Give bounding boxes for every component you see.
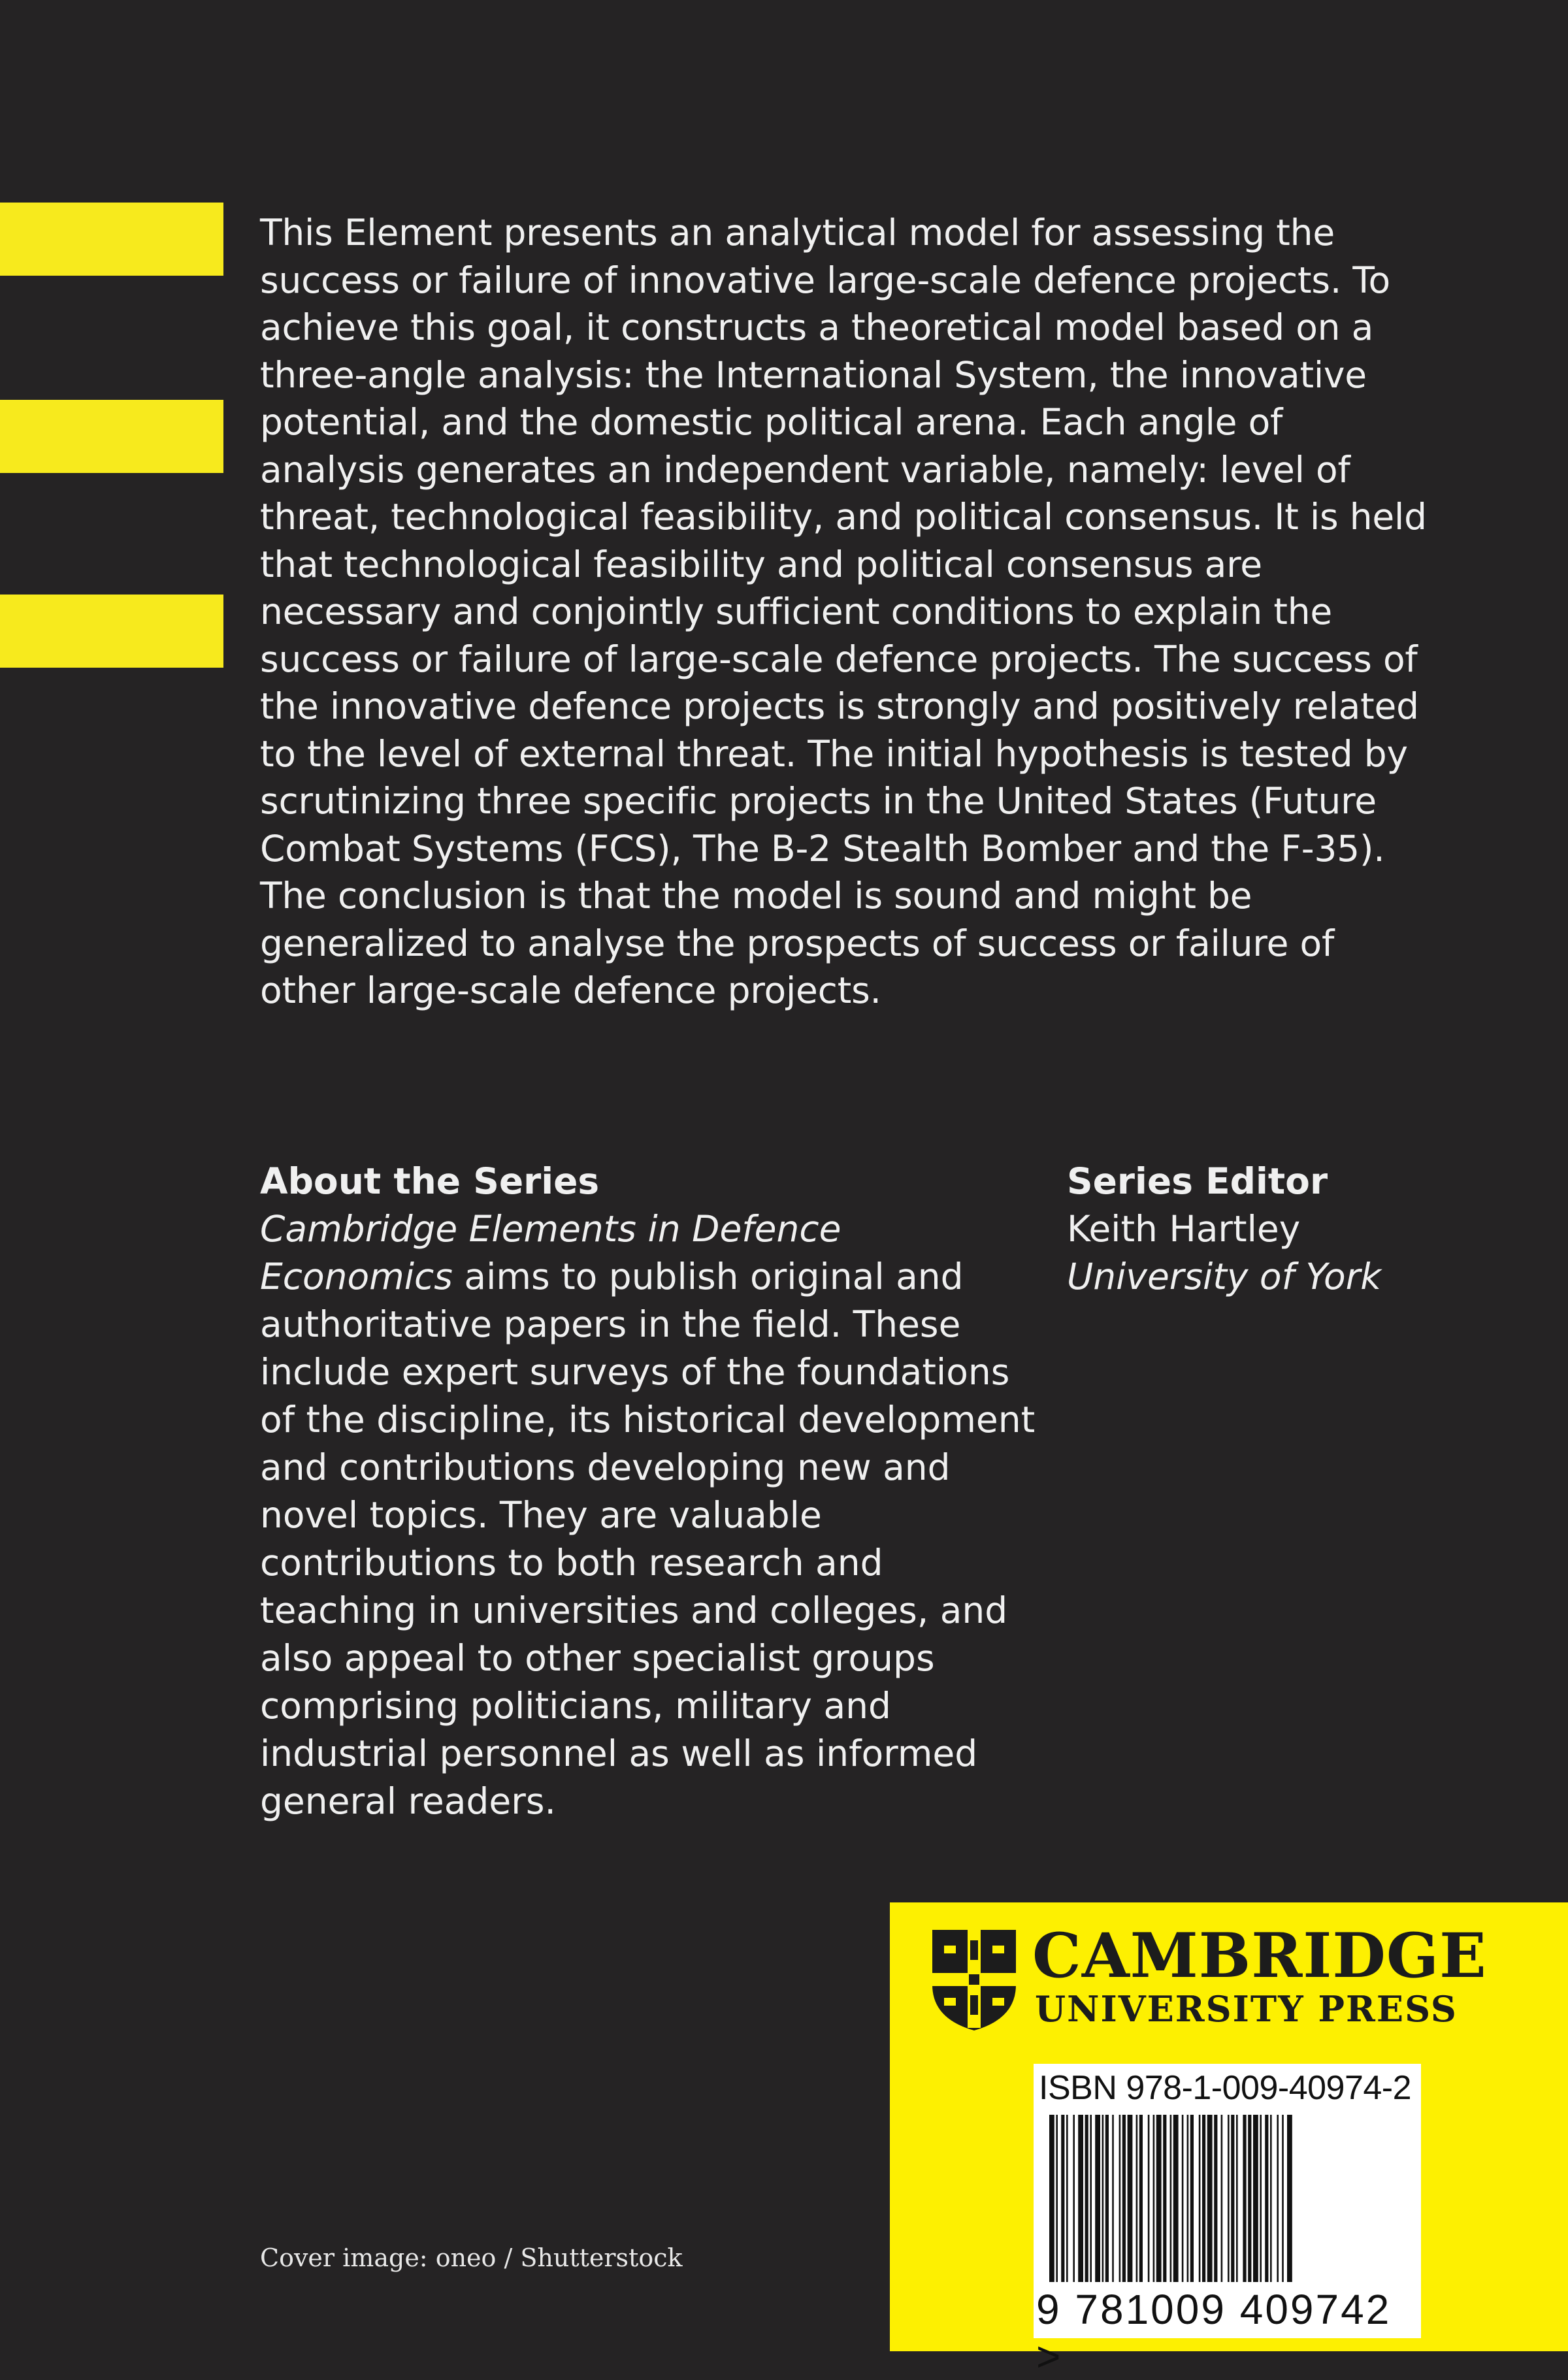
isbn-barcode-box [1034,2064,1421,2380]
accent-bar-3 [0,595,223,668]
series-editor-section [1067,1158,1524,1301]
series-editor-affiliation: University of York [1067,1256,1382,1297]
series-editor-name: Keith Hartley [1067,1208,1301,1250]
isbn-digits: 9 781009 409742 > [1036,2286,1392,2380]
isbn-label: ISBN 978-1-009-40974-2 [1039,2069,1412,2107]
cambridge-crest-icon [930,1927,1019,2033]
series-editor-heading: Series Editor [1067,1160,1328,1202]
about-series-section [260,1158,1044,1825]
accent-bar-1 [0,203,223,276]
publisher-name: CAMBRIDGE [1032,1920,1487,1992]
accent-bar-2 [0,400,223,473]
series-title: Cambridge Elements in Defence Economics [260,1208,841,1297]
publisher-subline: UNIVERSITY PRESS [1035,1988,1458,2030]
about-series-body: aims to publish original and authoritative papers in the field. These include expert surveys of the foundations of the discipline, its historical development and contributions developing new and novel topics. They are valuable contributions to both research and teaching in universities and colleges, and also appeal to other specialist groups comprising politicians, military and industrial personnel as well as informed general readers. [260,1256,1036,1822]
about-series-heading: About the Series [260,1160,600,1202]
barcode-icon [1034,2111,1421,2286]
back-cover-blurb: This Element presents an analytical model for assessing the success or failure of innovative large-scale defence projects. To achieve this goal, it constructs a theoretical model based on a three-angle analysis: the International System, the innovative potential, and the domestic political arena. Each angle of analysis generates an independent variable, namely: level of threat, technological feasibility, and political consensus. It is held that technological feasibility and political consensus are necessary and conjointly sufficient conditions to explain the success or failure of large-scale defence projects. The success of the innovative defence projects is strongly and positively related to the level of external threat. The initial hypothesis is tested by scrutinizing three specific projects in the United States (Future Combat Systems (FCS), The B-2 Stealth Bomber and the F-35). The conclusion is that the model is sound and might be generalized to analyse the prospects of success or failure of other large-scale defence projects. [260,212,1427,1011]
cover-image-credit: Cover image: oneo / Shutterstock [260,2243,683,2272]
publisher-panel [890,1902,1568,2380]
